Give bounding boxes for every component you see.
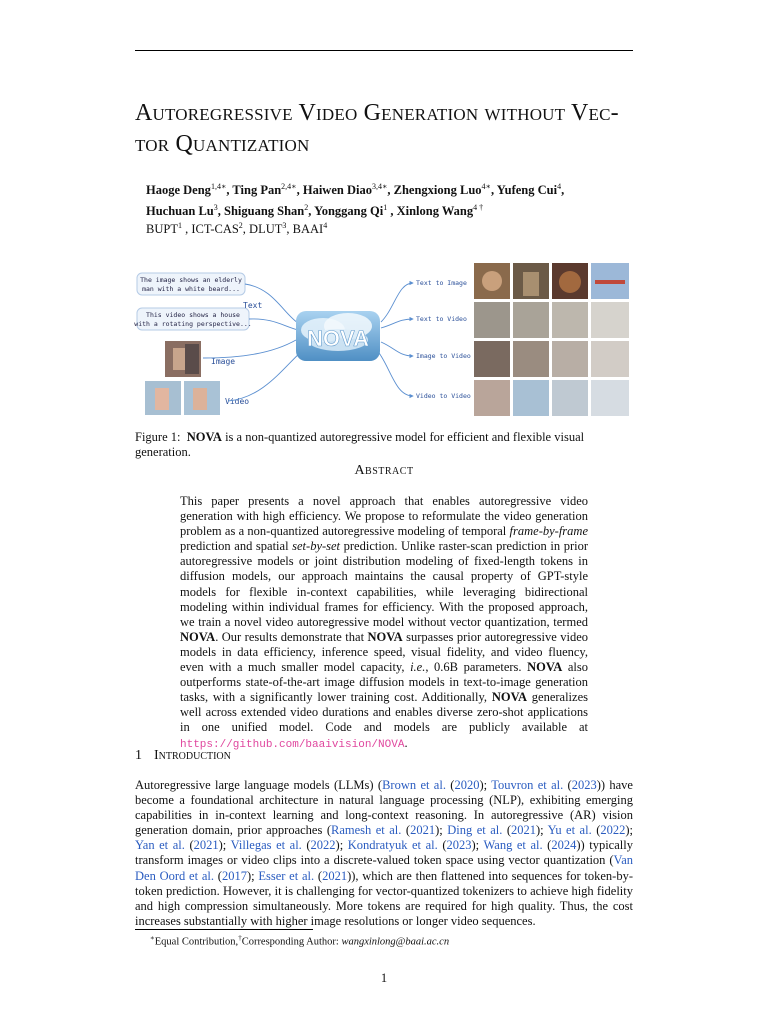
intro-seg: ( — [214, 868, 222, 883]
prompt-video-text-2: with a rotating perspective... — [134, 320, 252, 328]
intro-seg: ( — [314, 868, 323, 883]
intro-seg[interactable]: Wang et al. — [483, 838, 543, 853]
intro-seg[interactable]: 2020 — [454, 778, 480, 792]
introduction-body — [135, 778, 633, 929]
input-label-image: Image — [211, 357, 236, 366]
figure-caption — [135, 430, 635, 460]
intro-seg: ( — [591, 823, 601, 838]
affiliation-1: ICT-CAS$^2$ — [191, 221, 243, 237]
abstract-seg: This paper presents a novel approach that enables autoregressive video generation with high efficiency. We propose to reformulate the video generation problem as a non-quantized autoregressive modeling of temporal — [180, 494, 588, 539]
output-row-t2i — [474, 263, 629, 299]
abstract-seg: prediction and spatial — [180, 539, 293, 554]
intro-seg: ( — [301, 838, 311, 853]
intro-seg[interactable]: Esser et al. — [258, 868, 315, 883]
affiliation-3: BAAI$^4$ — [292, 221, 328, 237]
intro-seg[interactable]: Ramesh et al. — [331, 823, 402, 838]
intro-seg: ); — [479, 778, 492, 792]
affiliation-2: DLUT$^3$ — [249, 221, 287, 237]
abstract-seg[interactable]: https://github.com/baaivision/NOVA — [180, 738, 405, 751]
abstract-seg: surpasses prior autoregressive video models in data efficiency, inference speed, visual fidelity, and video fluency, even with a much smaller model capacity, — [180, 629, 588, 675]
input-label-video: Video — [225, 397, 250, 406]
intro-seg: )) have become a foundational architecture in natural language processing (NLP), exhibiting emerging capabilities in in-context learning and long-context reasoning. In autoregressive (AR) vision generation domain, prior approaches ( — [135, 778, 633, 838]
intro-seg[interactable]: Kondratyuk et al. — [347, 838, 438, 853]
intro-seg[interactable]: 2021 — [193, 838, 219, 853]
output-row-i2v — [474, 341, 629, 377]
intro-seg[interactable]: 2021 — [410, 823, 436, 838]
output-row-v2v — [474, 380, 629, 416]
abstract-seg: i.e. — [410, 660, 426, 675]
intro-seg: ( — [445, 778, 455, 792]
footnote — [150, 934, 449, 948]
author-list — [146, 178, 616, 220]
abstract-seg: generalizes well across extended video durations and enables diverse zero-shot applications in one unified model. Code and models are publicly available at — [180, 690, 588, 735]
intro-seg[interactable]: Touvron et al. — [491, 778, 564, 792]
intro-seg: ); — [625, 823, 633, 838]
output-row-t2v — [474, 302, 629, 338]
author-0: Haoge Deng$^{1,4∗}$ — [146, 182, 227, 198]
intro-seg: ); — [435, 823, 448, 838]
intro-seg: ); — [471, 838, 484, 853]
corr-mark: † — [238, 934, 242, 942]
email-link[interactable]: wangxinlong@baai.ac.cn — [341, 936, 450, 948]
intro-seg[interactable]: 2022 — [600, 823, 626, 838]
intro-seg: ( — [563, 778, 572, 792]
intro-seg[interactable]: 2021 — [322, 868, 348, 883]
equal-mark: ∗ — [150, 934, 155, 942]
corr-text: Corresponding Author: — [241, 936, 342, 948]
intro-seg: ); — [218, 838, 231, 853]
abstract-seg: NOVA — [491, 690, 528, 705]
intro-seg[interactable]: Yu et al. — [547, 823, 592, 838]
abstract-seg: set-by-set — [292, 539, 341, 554]
intro-seg[interactable]: 2017 — [221, 868, 247, 883]
intro-seg: ( — [184, 838, 194, 853]
task-label-t2i: Text to Image — [416, 279, 467, 287]
abstract-seg: also outperforms state-of-the-art image diffusion models in text-to-image generation tasks, with a significantly lower training cost. Additionally, — [180, 660, 588, 705]
author-line-2: Huchuan Lu$^3$, Shiguang Shan$^2$, Yonggang Qi$^1$ , Xinlong Wang$^{4 \dagger}$ — [146, 203, 484, 219]
abstract-seg: . — [404, 735, 408, 750]
prompt-video-text: This video shows a house — [146, 311, 240, 319]
author-b-0: Huchuan Lu$^3$ — [146, 203, 218, 219]
intro-seg: ( — [437, 838, 447, 853]
footnote-rule — [135, 929, 313, 930]
abstract-seg: prediction. Unlike raster-scan prediction in prior autoregressive models or joint distribution modeling of fixed-length tokens in diffusion models, our approach maintains the causal property of GPT-style models for flexible in-context capabilities, while leveraging bidirectional modeling within individual frames for efficiency. With the proposed approach, we train a novel video autoregressive model without vector quantization, termed — [180, 539, 589, 629]
caption-text: is a non-quantized autoregressive model for efficient and flexible visual generation. — [135, 430, 585, 459]
affiliations: BUPT$^1$ , ICT-CAS$^2$, DLUT$^3$, BAAI$^4$ — [146, 221, 328, 237]
abstract-seg: , 0.6B parameters. — [425, 660, 528, 675]
intro-seg[interactable]: Yan et al. — [135, 838, 185, 853]
input-label-text: Text — [243, 301, 263, 310]
intro-seg[interactable]: Villegas et al. — [230, 838, 302, 853]
caption-bold: NOVA — [186, 430, 222, 444]
abstract-seg: NOVA — [367, 629, 403, 644]
author-b-1: Shiguang Shan$^2$ — [224, 203, 309, 219]
abstract-body — [180, 494, 588, 753]
intro-seg[interactable]: Van Den Oord et al. — [135, 853, 633, 883]
page-number: 1 — [380, 971, 388, 985]
intro-seg: Autoregressive large language models (LLMs) ( — [135, 778, 383, 792]
abstract-heading: Abstract — [354, 463, 414, 478]
caption-prefix: Figure 1: — [135, 430, 181, 444]
affiliation-0: BUPT$^1$ — [146, 221, 182, 237]
author-3: Zhengxiong Luo$^{4∗}$ — [393, 182, 491, 198]
intro-seg: ( — [502, 823, 511, 838]
abstract-seg: . Our results demonstrate that — [215, 629, 368, 644]
prompt-image-text: The image shows an elderly — [140, 276, 242, 284]
intro-seg[interactable]: 2023 — [571, 778, 597, 792]
intro-seg[interactable]: 2024 — [551, 838, 577, 853]
intro-seg[interactable]: 2023 — [446, 838, 472, 853]
intro-seg: ); — [536, 823, 548, 838]
teaser-figure — [133, 258, 635, 418]
intro-seg: ( — [401, 823, 411, 838]
prompt-image-text-2: man with a white beard... — [142, 285, 240, 293]
intro-seg: ); — [335, 838, 348, 853]
intro-seg: ); — [246, 868, 259, 883]
intro-seg[interactable]: 2022 — [310, 838, 336, 853]
paper-title: Autoregressive Video Generation without Vec- tor Quantization — [135, 100, 619, 157]
nova-cloud — [296, 311, 380, 361]
task-label-t2v: Text to Video — [416, 315, 467, 323]
intro-seg: )), which are then flattened into sequences for token-by-token prediction. However, it is challenging for vector-quantized tokenizers to achieve high fidelity and high compression simultaneously. More tokens are required for high quality. Thus, the cost increases substantially with higher image resolutions or longer video sequences. — [135, 868, 633, 928]
author-2: Haiwen Diao$^{3,4∗}$ — [302, 182, 388, 198]
intro-seg: )) typically transform images or video clips into a discrete-valued token space using vector quantization ( — [135, 838, 633, 868]
intro-seg: ( — [542, 838, 552, 853]
author-1: Ting Pan$^{2,4∗}$ — [232, 182, 297, 198]
section-title: Introduction — [154, 748, 231, 763]
input-image-thumb — [165, 341, 201, 377]
intro-seg[interactable]: Brown et al. — [382, 778, 446, 792]
abstract-seg: frame-by-frame — [509, 524, 588, 539]
task-label-i2v: Image to Video — [416, 352, 471, 360]
nova-label: NOVA — [307, 326, 369, 351]
intro-seg[interactable]: Ding et al. — [447, 823, 503, 838]
author-b-3: Xinlong Wang$^{4 \dagger}$ — [396, 203, 484, 219]
top-rule — [135, 50, 633, 51]
author-b-2: Yonggang Qi$^1$ — [314, 203, 388, 219]
input-video-thumbs — [145, 381, 220, 415]
intro-seg[interactable]: 2021 — [511, 823, 536, 838]
author-4: Yufeng Cui$^4$ — [496, 182, 562, 198]
task-label-v2v: Video to Video — [416, 392, 471, 400]
section-heading — [135, 748, 231, 764]
equal-text: Equal Contribution, — [154, 936, 239, 948]
author-line-1: Haoge Deng$^{1,4∗}$, Ting Pan$^{2,4∗}$, Haiwen Diao$^{3,4∗}$, Zhengxiong Luo$^{4∗}$, Yufeng Cui$^4$, — [146, 182, 565, 198]
abstract-seg: NOVA — [180, 629, 216, 644]
section-number: 1 — [135, 748, 142, 763]
abstract-seg: NOVA — [527, 660, 563, 675]
